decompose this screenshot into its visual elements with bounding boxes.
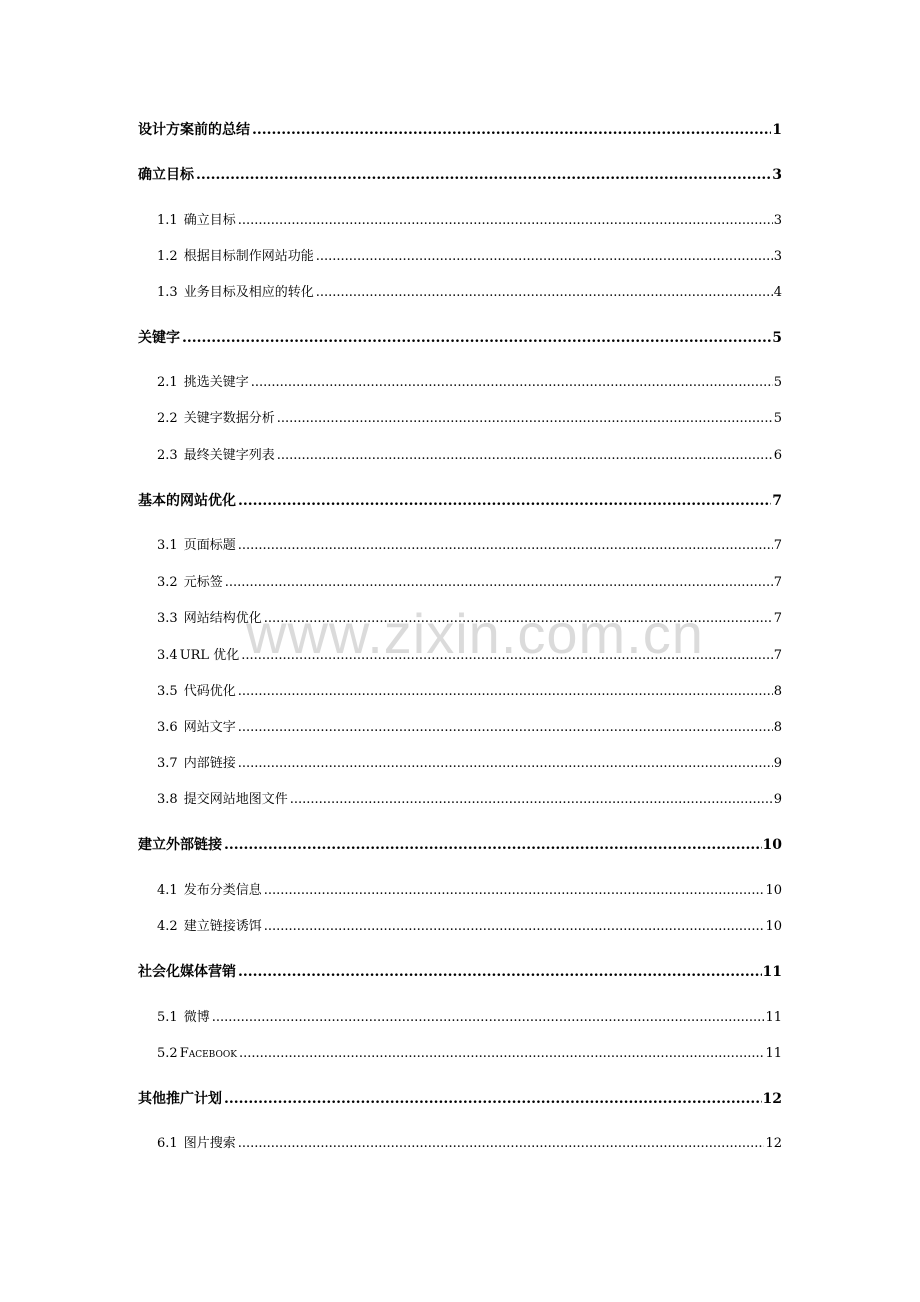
toc-entry[interactable] (157, 645, 782, 667)
toc-title: URL 优化 (179, 648, 240, 663)
toc-page-number: 5 (772, 330, 782, 346)
toc-entry[interactable] (138, 164, 782, 186)
toc-leader (239, 1043, 765, 1065)
toc-page-number: 3 (773, 249, 782, 264)
toc-leader (238, 210, 773, 232)
toc-title: 确立目标 (183, 213, 236, 228)
toc-leader (238, 490, 771, 512)
toc-leader (290, 789, 773, 811)
toc-page-number: 10 (765, 883, 782, 898)
toc-entry[interactable] (138, 490, 782, 512)
toc-title: 建立外部链接 (138, 837, 222, 853)
toc-leader (251, 372, 773, 394)
toc-entry[interactable] (157, 535, 782, 557)
toc-title: 页面标题 (183, 538, 236, 553)
toc-page-number: 9 (773, 792, 782, 807)
toc-section-number: 3.6 (157, 720, 178, 735)
toc-page-number: 5 (773, 411, 782, 426)
toc-title: 基本的网站优化 (138, 493, 236, 509)
toc-leader (238, 753, 773, 775)
toc-section-number: 3.4 (157, 648, 178, 663)
toc-entry[interactable] (157, 916, 782, 938)
toc-title: 提交网站地图文件 (183, 792, 288, 807)
toc-section-number: 4.2 (157, 919, 178, 934)
toc-entry[interactable] (157, 789, 782, 811)
toc-title: 其他推广计划 (138, 1091, 222, 1107)
toc-entry[interactable] (157, 681, 782, 703)
toc-leader (238, 1133, 765, 1155)
toc-entry[interactable] (157, 1007, 782, 1029)
toc-page-number: 3 (772, 167, 782, 183)
toc-entry[interactable] (138, 834, 782, 856)
toc-title: 代码优化 (183, 684, 236, 699)
toc-section-number: 5.2 (157, 1046, 178, 1061)
toc-title: 内部链接 (183, 756, 236, 771)
toc-page-number: 7 (773, 648, 782, 663)
toc-title: 微博 (183, 1010, 210, 1025)
toc-section-number: 1.3 (157, 285, 178, 300)
toc-title: 最终关键字列表 (183, 448, 275, 463)
toc-leader (212, 1007, 765, 1029)
toc-leader (238, 961, 762, 983)
toc-page-number: 4 (773, 285, 782, 300)
toc-page-number: 9 (773, 756, 782, 771)
toc-leader (238, 681, 773, 703)
toc-title: 发布分类信息 (183, 883, 262, 898)
toc-leader (182, 327, 771, 349)
toc-section-number: 3.1 (157, 538, 178, 553)
toc-page-number: 12 (762, 1091, 782, 1107)
toc-leader (316, 282, 773, 304)
toc-title: 关键字数据分析 (183, 411, 275, 426)
toc-title: 确立目标 (138, 167, 194, 183)
toc-leader (238, 717, 773, 739)
toc-page-number: 8 (773, 684, 782, 699)
toc-page-number: 5 (773, 375, 782, 390)
toc-title: 挑选关键字 (183, 375, 249, 390)
watermark: www.zixin.com.cn (246, 602, 704, 665)
toc-title: 根据目标制作网站功能 (183, 249, 314, 264)
toc-page-number: 7 (773, 611, 782, 626)
toc-title: 网站文字 (183, 720, 236, 735)
toc-entry[interactable] (138, 1088, 782, 1110)
toc-leader (238, 535, 773, 557)
toc-leader (316, 246, 773, 268)
toc-section-number: 2.2 (157, 411, 178, 426)
toc-page-number: 6 (773, 448, 782, 463)
toc-entry[interactable] (157, 572, 782, 594)
toc-page-number: 7 (773, 538, 782, 553)
toc-entry[interactable] (157, 210, 782, 232)
toc-page-number: 3 (773, 213, 782, 228)
toc-leader (277, 445, 773, 467)
toc-section-number: 1.2 (157, 249, 178, 264)
toc-page-number: 12 (765, 1136, 782, 1151)
toc-section-number: 5.1 (157, 1010, 178, 1025)
toc-leader (225, 572, 773, 594)
toc-leader (252, 119, 771, 141)
toc-title: 网站结构优化 (183, 611, 262, 626)
toc-leader (241, 645, 773, 667)
toc-section-number: 3.2 (157, 575, 178, 590)
toc-entry[interactable] (157, 408, 782, 430)
toc-leader (224, 1088, 762, 1110)
toc-title: 元标签 (183, 575, 223, 590)
toc-entry[interactable] (157, 608, 782, 630)
toc-section-number: 4.1 (157, 883, 178, 898)
toc-leader (196, 164, 771, 186)
toc-section-number: 6.1 (157, 1136, 178, 1151)
toc-title: 关键字 (138, 330, 180, 346)
toc-section-number: 2.3 (157, 448, 178, 463)
toc-page-number: 10 (765, 919, 782, 934)
toc-entry[interactable] (157, 372, 782, 394)
toc-entry[interactable] (157, 445, 782, 467)
toc-section-number: 2.1 (157, 375, 178, 390)
toc-leader (264, 916, 765, 938)
toc-page-number: 11 (765, 1046, 782, 1061)
toc-page-number: 8 (773, 720, 782, 735)
toc-title: 设计方案前的总结 (138, 122, 250, 138)
toc-leader (264, 880, 765, 902)
toc-leader (264, 608, 773, 630)
toc-page-number: 7 (772, 493, 782, 509)
toc-entry[interactable] (157, 246, 782, 268)
toc-page-number: 10 (762, 837, 782, 853)
toc-entry[interactable] (157, 880, 782, 902)
toc-page-number: 11 (762, 964, 782, 980)
toc-title: 业务目标及相应的转化 (183, 285, 314, 300)
toc-entry[interactable] (157, 1133, 782, 1155)
toc-page-number: 1 (772, 122, 782, 138)
toc-entry[interactable] (157, 282, 782, 304)
toc-title: 建立链接诱饵 (183, 919, 262, 934)
toc-entry[interactable] (138, 327, 782, 349)
toc-section-number: 3.5 (157, 684, 178, 699)
toc-entry[interactable] (157, 717, 782, 739)
toc-section-number: 3.3 (157, 611, 178, 626)
toc-entry[interactable] (157, 753, 782, 775)
toc-entry[interactable] (157, 1043, 782, 1065)
toc-entry[interactable] (138, 961, 782, 983)
toc-page-number: 7 (773, 575, 782, 590)
toc-section-number: 3.7 (157, 756, 178, 771)
toc-title: 图片搜索 (183, 1136, 236, 1151)
toc-section-number: 1.1 (157, 213, 178, 228)
toc-page-number: 11 (765, 1010, 782, 1025)
toc-entry[interactable] (138, 119, 782, 141)
toc-title: Facebook (179, 1046, 237, 1061)
toc-leader (277, 408, 773, 430)
toc-section-number: 3.8 (157, 792, 178, 807)
toc-title: 社会化媒体营销 (138, 964, 236, 980)
toc-leader (224, 834, 762, 856)
